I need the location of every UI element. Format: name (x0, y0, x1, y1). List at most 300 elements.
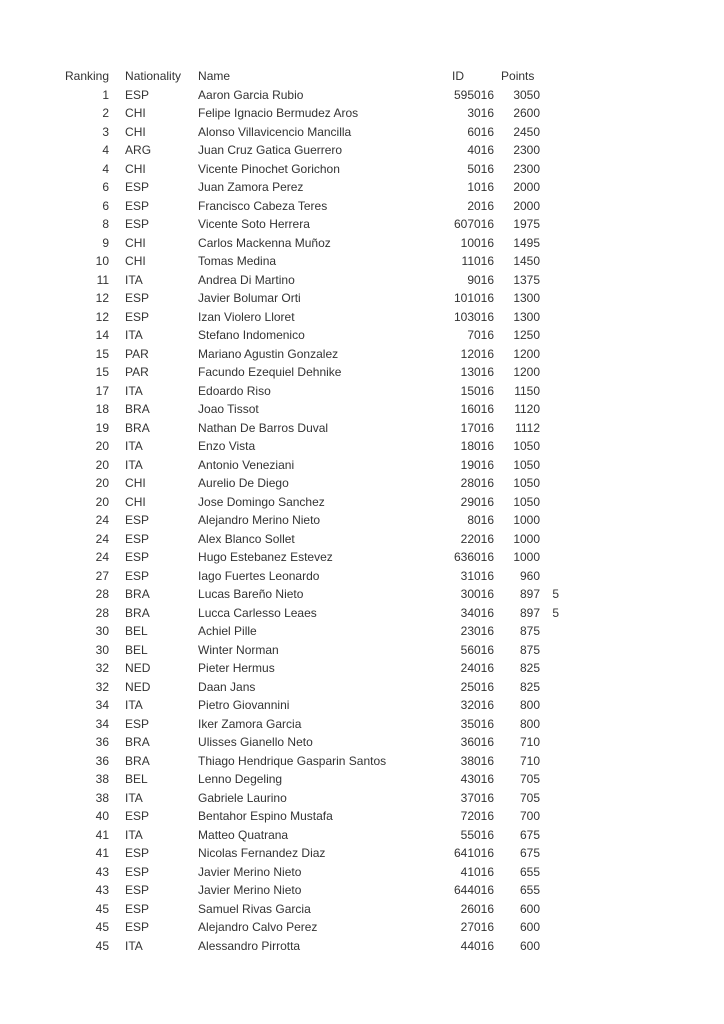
cell-nationality: CHI (125, 254, 146, 268)
cell-ranking: 43 (95, 864, 110, 879)
cell-ranking: 6 (102, 180, 110, 194)
cell-nationality: ITA (125, 790, 143, 805)
cell-id: 31016 (460, 568, 495, 583)
cell-points: 675 (520, 846, 541, 860)
cell-points-decimal (540, 789, 560, 808)
cell-nationality: ESP (125, 550, 150, 564)
header-row (65, 67, 560, 86)
table-row (65, 622, 560, 641)
cell-points: 2300 (513, 161, 541, 176)
cell-id: 34016 (460, 605, 495, 620)
cell-nationality: ITA (125, 383, 143, 398)
cell-ranking: 38 (95, 772, 110, 786)
cell-points-decimal (540, 715, 560, 734)
cell-ranking: 20 (95, 457, 110, 472)
cell-points-decimal (540, 197, 560, 216)
cell-ranking: 28 (95, 605, 110, 620)
table-row (65, 345, 560, 364)
cell-ranking: 41 (95, 827, 110, 842)
cell-points-decimal (540, 826, 560, 845)
cell-nationality: ESP (125, 568, 150, 583)
column-header-ranking: Ranking (65, 69, 110, 83)
cell-name: Aurelio De Diego (198, 476, 289, 490)
table-row (65, 659, 560, 678)
cell-points-decimal (540, 863, 560, 882)
cell-points: 1300 (513, 309, 541, 324)
table-row (65, 382, 560, 401)
table-row (65, 419, 560, 438)
cell-points-decimal (540, 400, 560, 419)
cell-name: Achiel Pille (198, 624, 257, 638)
cell-name: Aaron Garcia Rubio (198, 87, 304, 102)
table-row (65, 123, 560, 142)
table-row (65, 937, 560, 956)
cell-id: 17016 (460, 420, 495, 435)
table-row (65, 770, 560, 789)
cell-id: 641016 (453, 846, 495, 860)
cell-id: 44016 (460, 938, 495, 953)
cell-nationality: BRA (125, 753, 150, 768)
cell-points: 1050 (513, 494, 541, 509)
cell-points-decimal (540, 456, 560, 475)
cell-points: 2000 (513, 180, 541, 194)
cell-id: 30016 (460, 587, 495, 601)
cell-nationality: ARG (125, 143, 152, 157)
cell-nationality: ITA (125, 328, 143, 342)
cell-points: 2000 (513, 198, 541, 213)
cell-name: Antonio Veneziani (198, 457, 295, 472)
cell-ranking: 36 (95, 735, 110, 749)
cell-id: 8016 (467, 513, 495, 527)
cell-name: Alejandro Merino Nieto (198, 513, 321, 527)
table-row (65, 918, 560, 937)
cell-name: Lucca Carlesso Leaes (198, 605, 317, 620)
cell-points-decimal (540, 530, 560, 549)
cell-points: 897 (520, 605, 541, 620)
cell-points-decimal (540, 104, 560, 123)
cell-nationality: CHI (125, 124, 146, 139)
cell-id: 644016 (453, 883, 495, 897)
cell-ranking: 12 (95, 309, 110, 324)
cell-id: 41016 (460, 864, 495, 879)
cell-points-decimal: 5 (552, 605, 560, 620)
cell-name: Winter Norman (198, 642, 279, 657)
column-header-id: ID (452, 69, 465, 83)
cell-name: Iago Fuertes Leonardo (198, 568, 320, 583)
cell-points-decimal (540, 937, 560, 956)
cell-name: Bentahor Espino Mustafa (198, 809, 333, 823)
cell-nationality: CHI (125, 106, 146, 120)
table-row (65, 104, 560, 123)
cell-points-decimal (540, 437, 560, 456)
ranking-table (65, 67, 560, 955)
table-row (65, 881, 560, 900)
cell-points: 1495 (513, 235, 541, 250)
table-row (65, 141, 560, 160)
cell-id: 3016 (467, 106, 495, 120)
table-row (65, 715, 560, 734)
cell-points-decimal (540, 86, 560, 105)
cell-name: Mariano Agustin Gonzalez (198, 346, 339, 361)
cell-points: 675 (520, 827, 541, 842)
cell-points: 2300 (513, 143, 541, 157)
cell-points-decimal: 5 (552, 587, 560, 601)
cell-points: 705 (520, 790, 541, 805)
cell-points: 800 (520, 716, 541, 731)
cell-ranking: 14 (95, 328, 110, 342)
cell-name: Nicolas Fernandez Diaz (198, 846, 326, 860)
cell-nationality: NED (125, 661, 151, 675)
cell-points: 2600 (513, 106, 541, 120)
cell-ranking: 45 (95, 938, 110, 953)
cell-id: 607016 (453, 217, 495, 231)
cell-name: Tomas Medina (198, 254, 277, 268)
cell-points-decimal (540, 252, 560, 271)
cell-nationality: BRA (125, 605, 150, 620)
cell-ranking: 6 (102, 198, 110, 213)
cell-nationality: ESP (125, 883, 150, 897)
cell-nationality: BRA (125, 735, 150, 749)
cell-name: Enzo Vista (198, 439, 256, 453)
cell-id: 595016 (453, 87, 495, 102)
cell-name: Juan Zamora Perez (198, 180, 304, 194)
cell-points: 1050 (513, 439, 541, 453)
cell-nationality: CHI (125, 476, 146, 490)
cell-name: Alonso Villavicencio Mancilla (198, 124, 352, 139)
table-row (65, 474, 560, 493)
cell-id: 56016 (460, 642, 495, 657)
cell-id: 7016 (467, 328, 495, 342)
cell-ranking: 43 (95, 883, 110, 897)
table-row (65, 530, 560, 549)
cell-id: 13016 (460, 365, 495, 379)
cell-points-decimal (540, 215, 560, 234)
cell-nationality: ESP (125, 920, 150, 934)
cell-ranking: 30 (95, 624, 110, 638)
cell-points: 825 (520, 679, 541, 694)
cell-points-decimal (540, 844, 560, 863)
cell-ranking: 20 (95, 494, 110, 509)
cell-id: 101016 (453, 291, 495, 305)
cell-id: 23016 (460, 624, 495, 638)
column-header-extra (540, 67, 560, 86)
cell-name: Izan Violero Lloret (198, 309, 295, 324)
cell-ranking: 15 (95, 365, 110, 379)
cell-points: 1000 (513, 531, 541, 546)
cell-name: Nathan De Barros Duval (198, 420, 329, 435)
cell-name: Ulisses Gianello Neto (198, 735, 313, 749)
cell-ranking: 32 (95, 661, 110, 675)
cell-points: 960 (520, 568, 541, 583)
cell-points: 710 (520, 735, 541, 749)
table-row (65, 567, 560, 586)
cell-id: 16016 (460, 402, 495, 416)
cell-name: Vicente Pinochet Gorichon (198, 161, 340, 176)
cell-points-decimal (540, 548, 560, 567)
cell-nationality: ESP (125, 291, 150, 305)
cell-ranking: 1 (102, 87, 110, 102)
cell-points: 1375 (513, 272, 541, 287)
cell-id: 636016 (453, 550, 495, 564)
cell-id: 43016 (460, 772, 495, 786)
cell-name: Iker Zamora Garcia (198, 716, 302, 731)
column-header-points: Points (501, 69, 535, 83)
cell-points: 1120 (514, 402, 541, 416)
cell-ranking: 34 (95, 716, 110, 731)
cell-nationality: ESP (125, 309, 150, 324)
table-row (65, 271, 560, 290)
cell-nationality: ESP (125, 513, 150, 527)
cell-ranking: 20 (95, 476, 110, 490)
cell-points-decimal (540, 382, 560, 401)
cell-points-decimal (540, 345, 560, 364)
cell-id: 26016 (460, 901, 495, 916)
table-row (65, 604, 560, 623)
table-row (65, 289, 560, 308)
cell-name: Lucas Bareño Nieto (198, 587, 304, 601)
cell-ranking: 24 (95, 531, 110, 546)
cell-points-decimal (540, 160, 560, 179)
table-row (65, 456, 560, 475)
cell-points: 1000 (513, 550, 541, 564)
cell-name: Javier Merino Nieto (198, 883, 302, 897)
cell-points-decimal (540, 900, 560, 919)
cell-id: 19016 (460, 457, 495, 472)
cell-id: 32016 (460, 698, 495, 712)
table-row (65, 678, 560, 697)
cell-nationality: ITA (125, 272, 143, 287)
cell-points: 1300 (513, 291, 541, 305)
cell-ranking: 17 (95, 383, 110, 398)
table-row (65, 308, 560, 327)
cell-points-decimal (540, 234, 560, 253)
cell-name: Daan Jans (198, 679, 256, 694)
table-row (65, 844, 560, 863)
cell-points: 800 (520, 698, 541, 712)
cell-id: 22016 (460, 531, 495, 546)
cell-points-decimal (540, 770, 560, 789)
cell-name: Carlos Mackenna Muñoz (198, 235, 331, 250)
cell-name: Vicente Soto Herrera (198, 217, 310, 231)
cell-ranking: 4 (102, 161, 110, 176)
cell-nationality: BEL (125, 642, 148, 657)
cell-points-decimal (540, 622, 560, 641)
cell-nationality: NED (125, 679, 151, 694)
cell-nationality: ESP (125, 198, 150, 213)
cell-ranking: 2 (102, 106, 110, 120)
cell-ranking: 10 (95, 254, 110, 268)
cell-name: Alejandro Calvo Perez (198, 920, 318, 934)
table-row (65, 511, 560, 530)
cell-id: 37016 (460, 790, 495, 805)
table-row (65, 585, 560, 604)
cell-points-decimal (540, 567, 560, 586)
cell-points: 1975 (513, 217, 541, 231)
cell-nationality: ESP (125, 901, 150, 916)
cell-name: Lenno Degeling (198, 772, 283, 786)
cell-nationality: ITA (125, 827, 143, 842)
cell-points-decimal (540, 641, 560, 660)
cell-ranking: 24 (95, 550, 110, 564)
cell-name: Alessandro Pirrotta (198, 938, 301, 953)
cell-nationality: PAR (125, 346, 149, 361)
cell-ranking: 36 (95, 753, 110, 768)
table-row (65, 437, 560, 456)
cell-nationality: CHI (125, 494, 146, 509)
cell-nationality: BEL (125, 624, 148, 638)
cell-name: Juan Cruz Gatica Guerrero (198, 143, 343, 157)
cell-id: 15016 (460, 383, 495, 398)
cell-points-decimal (540, 308, 560, 327)
cell-nationality: ESP (125, 217, 150, 231)
cell-nationality: ESP (125, 87, 150, 102)
cell-id: 38016 (460, 753, 495, 768)
cell-id: 29016 (460, 494, 495, 509)
cell-points: 655 (520, 883, 541, 897)
cell-name: Thiago Hendrique Gasparin Santos (198, 753, 387, 768)
table-row (65, 863, 560, 882)
cell-nationality: ITA (125, 457, 143, 472)
cell-ranking: 28 (95, 587, 110, 601)
cell-nationality: ITA (125, 698, 143, 712)
cell-ranking: 45 (95, 901, 110, 916)
cell-points-decimal (540, 752, 560, 771)
cell-nationality: BEL (125, 772, 148, 786)
cell-points-decimal (540, 918, 560, 937)
cell-name: Stefano Indomenico (198, 328, 305, 342)
table-row (65, 160, 560, 179)
table-row (65, 197, 560, 216)
cell-points-decimal (540, 363, 560, 382)
table-row (65, 900, 560, 919)
cell-ranking: 38 (95, 790, 110, 805)
cell-points: 1112 (515, 420, 541, 435)
cell-name: Jose Domingo Sanchez (198, 494, 325, 509)
cell-ranking: 27 (95, 568, 110, 583)
cell-id: 9016 (467, 272, 495, 287)
cell-id: 27016 (460, 920, 495, 934)
cell-points-decimal (540, 696, 560, 715)
cell-points: 1200 (513, 365, 541, 379)
cell-nationality: ITA (125, 439, 143, 453)
table-row (65, 86, 560, 105)
cell-id: 55016 (460, 827, 495, 842)
cell-name: Matteo Quatrana (198, 827, 289, 842)
cell-name: Andrea Di Martino (198, 272, 295, 287)
table-row (65, 493, 560, 512)
cell-id: 72016 (460, 809, 495, 823)
cell-points: 1450 (513, 254, 541, 268)
cell-points: 655 (520, 864, 541, 879)
cell-nationality: BRA (125, 420, 150, 435)
cell-name: Joao Tissot (198, 402, 259, 416)
table-row (65, 641, 560, 660)
cell-points: 2450 (513, 124, 541, 139)
cell-name: Facundo Ezequiel Dehnike (198, 365, 342, 379)
cell-id: 24016 (460, 661, 495, 675)
table-row (65, 752, 560, 771)
cell-id: 28016 (460, 476, 495, 490)
cell-name: Pietro Giovannini (198, 698, 290, 712)
table-row (65, 215, 560, 234)
cell-points: 875 (520, 624, 541, 638)
cell-points: 705 (520, 772, 541, 786)
cell-name: Francisco Cabeza Teres (198, 198, 328, 213)
column-header-name: Name (198, 69, 231, 83)
cell-id: 11016 (461, 254, 495, 268)
cell-nationality: CHI (125, 161, 146, 176)
cell-nationality: ITA (125, 938, 143, 953)
cell-points: 600 (520, 938, 541, 953)
cell-points-decimal (540, 123, 560, 142)
cell-points: 3050 (513, 87, 541, 102)
cell-points-decimal (540, 326, 560, 345)
cell-nationality: PAR (125, 365, 149, 379)
cell-nationality: ESP (125, 531, 150, 546)
table-row (65, 789, 560, 808)
cell-ranking: 12 (95, 291, 110, 305)
cell-id: 18016 (460, 439, 495, 453)
cell-nationality: ESP (125, 846, 150, 860)
cell-name: Javier Merino Nieto (198, 864, 302, 879)
cell-points: 1050 (513, 457, 541, 472)
cell-points-decimal (540, 141, 560, 160)
cell-points: 1050 (513, 476, 541, 490)
cell-id: 2016 (467, 198, 495, 213)
table-row (65, 733, 560, 752)
cell-points-decimal (540, 659, 560, 678)
table-row (65, 807, 560, 826)
cell-ranking: 40 (95, 809, 110, 823)
cell-id: 35016 (460, 716, 495, 731)
cell-points-decimal (540, 807, 560, 826)
cell-points-decimal (540, 289, 560, 308)
table-row (65, 363, 560, 382)
cell-ranking: 34 (95, 698, 110, 712)
cell-points: 1000 (513, 513, 541, 527)
table-row (65, 826, 560, 845)
cell-ranking: 45 (95, 920, 110, 934)
cell-ranking: 20 (95, 439, 110, 453)
cell-points: 700 (520, 809, 541, 823)
cell-points-decimal (540, 419, 560, 438)
cell-id: 10016 (460, 235, 495, 250)
cell-points-decimal (540, 678, 560, 697)
cell-ranking: 9 (102, 235, 110, 250)
cell-ranking: 8 (102, 217, 110, 231)
cell-ranking: 32 (95, 679, 110, 694)
cell-nationality: BRA (125, 587, 150, 601)
cell-id: 5016 (467, 161, 495, 176)
cell-nationality: CHI (125, 235, 146, 250)
cell-points: 1200 (513, 346, 541, 361)
cell-nationality: BRA (125, 402, 150, 416)
table-row (65, 234, 560, 253)
cell-ranking: 24 (95, 513, 110, 527)
cell-points: 897 (520, 587, 541, 601)
cell-points-decimal (540, 474, 560, 493)
table-row (65, 252, 560, 271)
cell-id: 6016 (467, 124, 495, 139)
table-row (65, 326, 560, 345)
cell-nationality: ESP (125, 864, 150, 879)
cell-points: 875 (520, 642, 541, 657)
cell-id: 25016 (460, 679, 495, 694)
table-row (65, 696, 560, 715)
cell-name: Samuel Rivas Garcia (198, 901, 311, 916)
cell-id: 36016 (460, 735, 495, 749)
cell-points-decimal (540, 271, 560, 290)
